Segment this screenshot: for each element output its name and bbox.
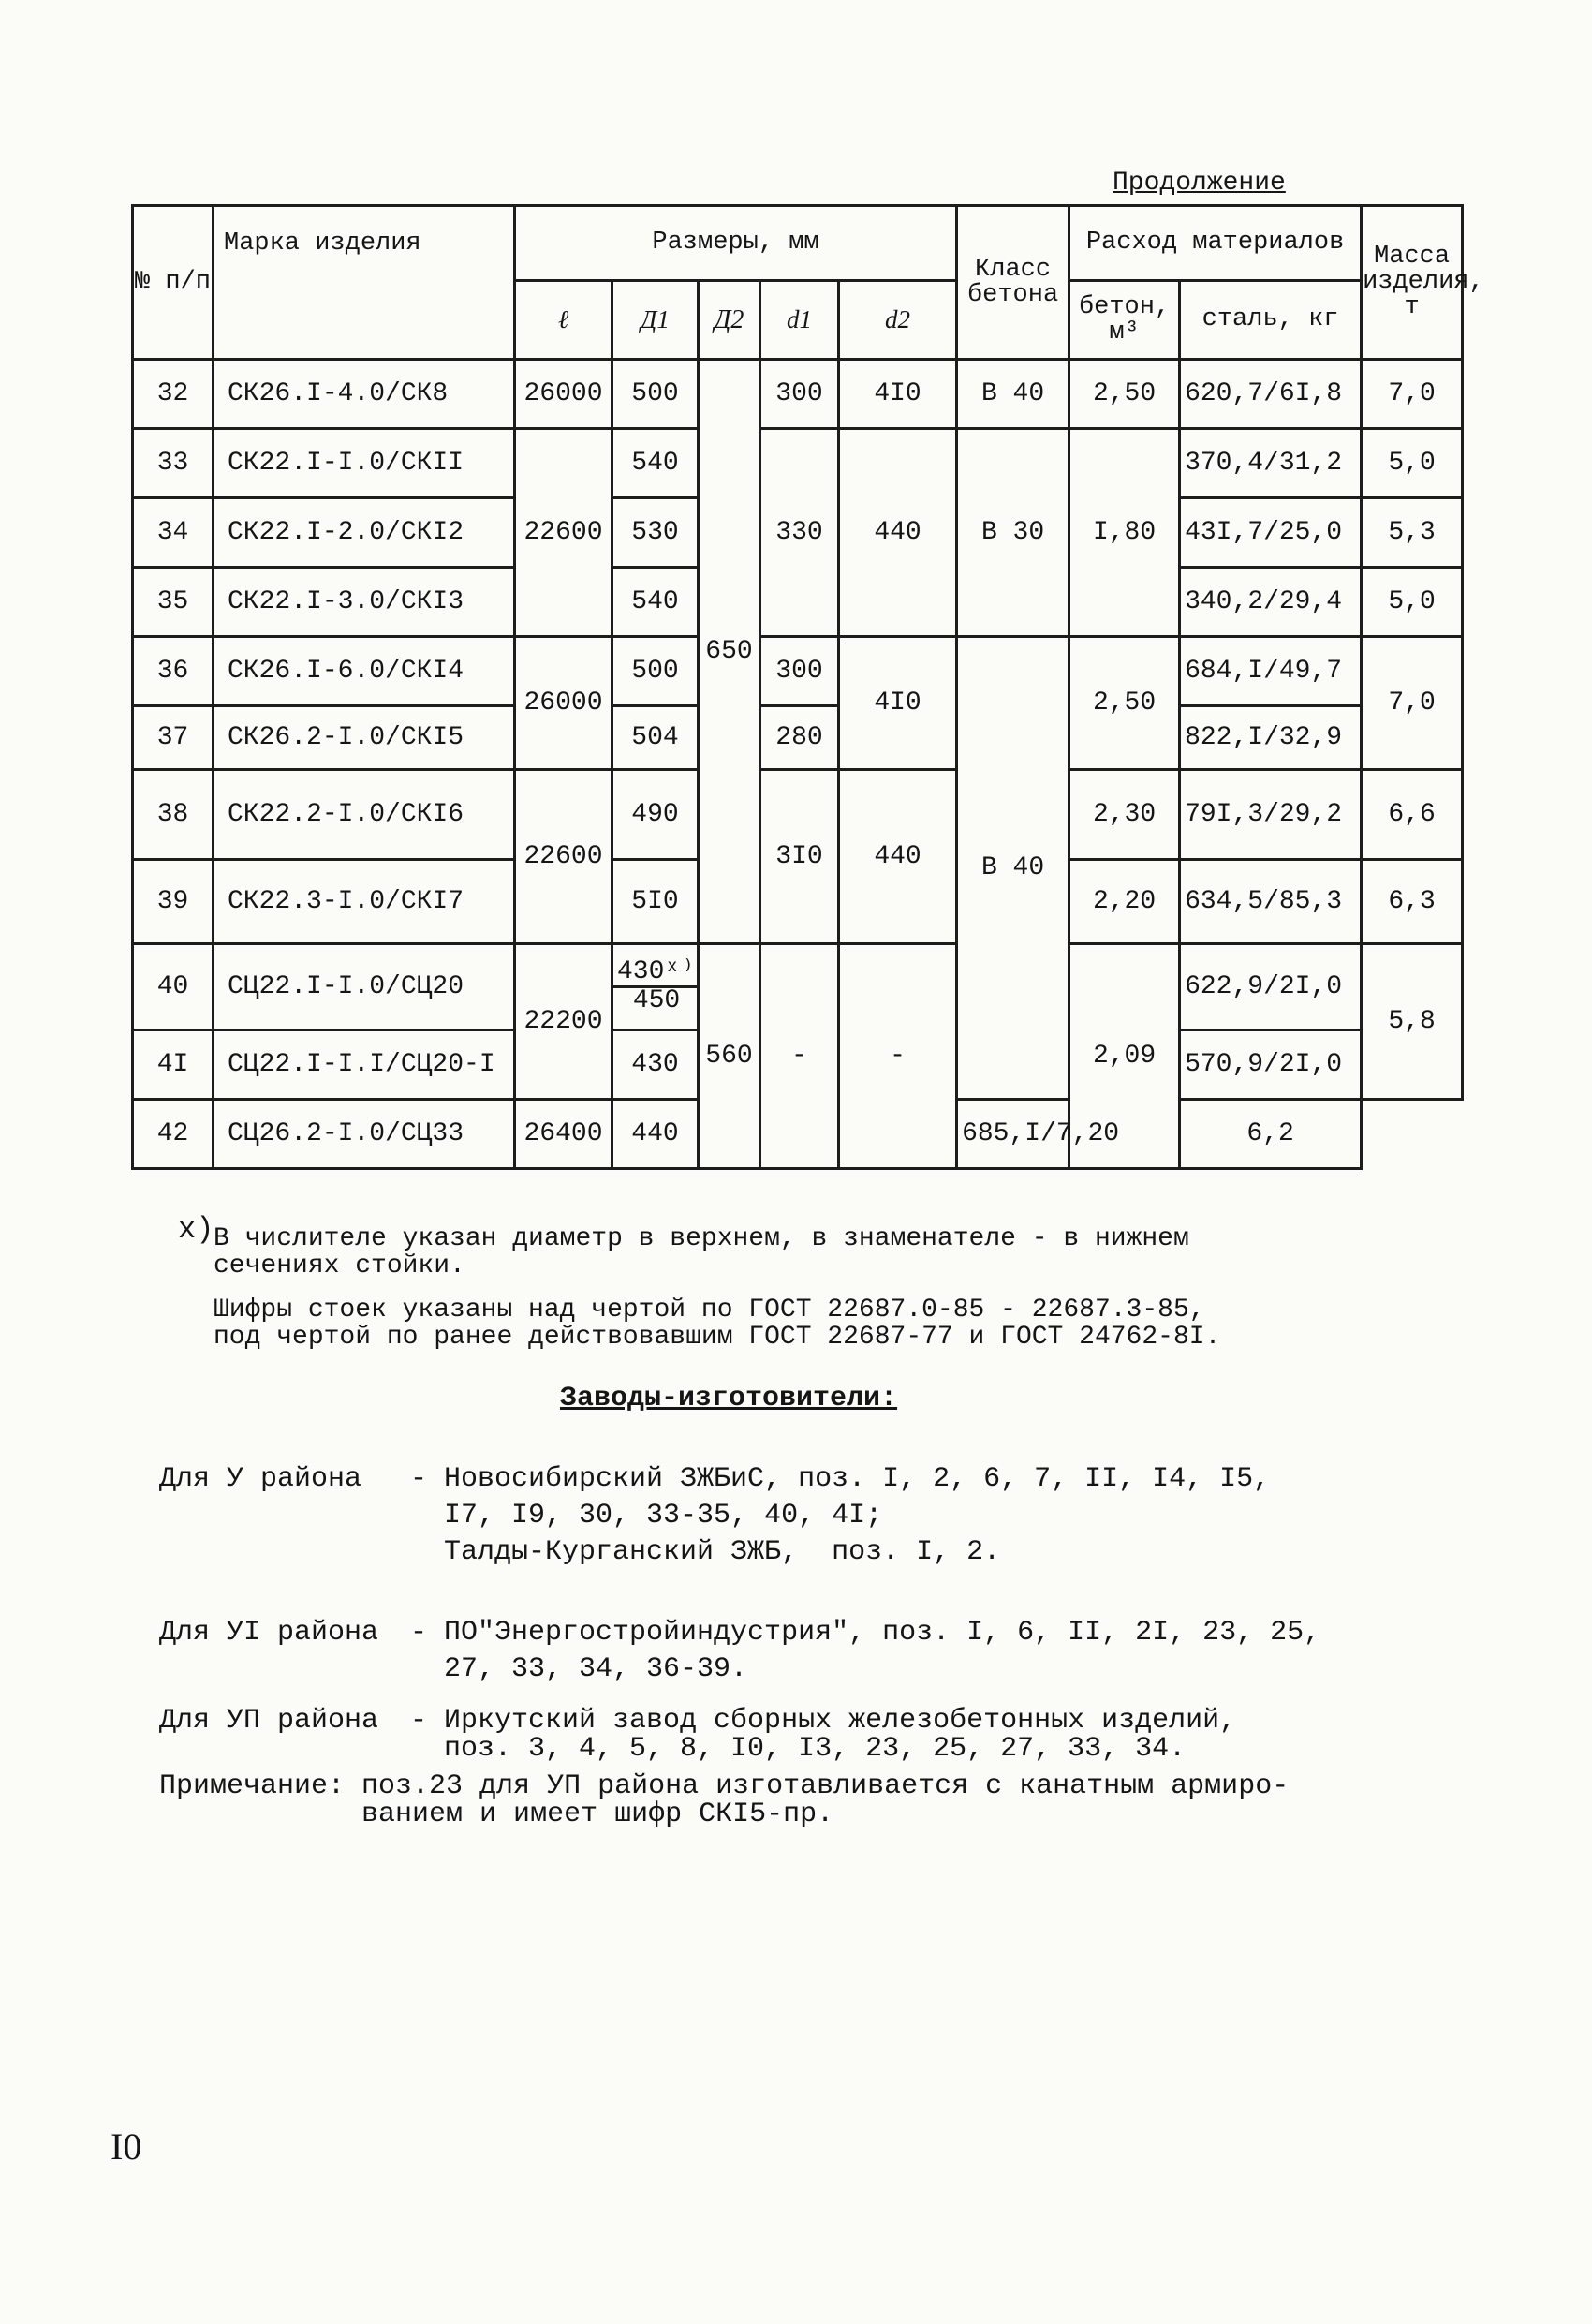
table-row: 40 СЦ22.I-I.0/СЦ20 22200 $\frac{\text{430ˣ⁾}}{450}$ 560 - - 2,09 622,9/2I,0 5,8 (133, 944, 1463, 1030)
header-mass: Масса изделия, т (1362, 206, 1463, 360)
plant-region-3: Для УП района (159, 1705, 379, 1737)
plant-region-2: Для УI района (159, 1617, 379, 1649)
table-row: 36 СК26.I-6.0/СКI4 26000 500 300 4I0 В 40 2,50 684,I/49,7 7,0 (133, 637, 1463, 706)
table-row: 39 СК22.3-I.0/СКI7 5I0 2,20 634,5/85,3 6,3 (133, 860, 1463, 944)
plant-list-2: - ПО"Энергостройиндустрия", поз. I, 6, II, 2I, 23, 25, 27, 33, 34, 36-39. (410, 1617, 1321, 1685)
header-num: № п/п (133, 206, 214, 360)
header-class: Класс бетона (957, 206, 1069, 360)
D1-fraction: $\frac{\text{430ˣ⁾}}{450}$ (612, 944, 699, 1030)
header-sizes: Размеры, мм (515, 206, 957, 281)
plants-title: Заводы-изготовители: (560, 1383, 898, 1414)
products-table (131, 204, 1484, 1170)
table-row: 42 СЦ26.2-I.0/СЦ33 26400 440 685,I/7,20 6,2 (133, 1100, 1463, 1169)
table-row: 33 СК22.I-I.0/СКII 22600 540 330 440 В 30 I,80 370,4/31,2 5,0 (133, 429, 1463, 498)
D2-common-cell: 650 (699, 360, 760, 944)
plant-region-1: Для У района (159, 1463, 362, 1495)
header-materials: Расход материалов (1069, 206, 1362, 281)
ciphers-note: Шифры стоек указаны над чертой по ГОСТ 22687.0-85 - 22687.3-85, под чертой по ранее действовавшим ГОСТ 22687-77 и ГОСТ 24762-8I. (214, 1295, 1221, 1353)
header-d1: d1 (760, 281, 839, 360)
table-row: 32 СК26.I-4.0/СК8 26000 500 650 300 4I0 В 40 2,50 620,7/6I,8 7,0 (133, 360, 1463, 429)
header-D2: Д2 (699, 281, 760, 360)
header-d2: d2 (839, 281, 957, 360)
footnote-mark: х) (178, 1212, 214, 1247)
header-l: ℓ (515, 281, 612, 360)
remark-note: Примечание: поз.23 для УП района изготавливается с канатным армиро- ванием и имеет шифр СКI5-пр. (159, 1770, 1290, 1830)
page-number: I0 (111, 2125, 142, 2168)
header-D1: Д1 (612, 281, 699, 360)
header-beton: бетон, м³ (1069, 281, 1180, 360)
table-row: 38 СК22.2-I.0/СКI6 22600 490 3I0 440 2,30 79I,3/29,2 6,6 (133, 770, 1463, 860)
table-row: 35 СК22.I-3.0/СКI3 540 340,2/29,4 5,0 (133, 568, 1463, 637)
footnote-text: В числителе указан диаметр в верхнем, в знаменателе - в нижнем сечениях стойки. (214, 1224, 1189, 1281)
table-row: 34 СК22.I-2.0/СКI2 530 43I,7/25,0 5,3 (133, 498, 1463, 568)
continuation-label: Продолжение (1113, 169, 1286, 198)
plant-list-1: - Новосибирский ЗЖБиС, поз. I, 2, 6, 7, II, I4, I5, I7, I9, 30, 33-35, 40, 4I; Талды-Курганский ЗЖБ, поз. I, 2. (410, 1463, 1271, 1568)
plant-list-3: - Иркутский завод сборных железобетонных изделий, поз. 3, 4, 5, 8, I0, I3, 23, 25, 27, 33, 34. (410, 1705, 1237, 1765)
table-row: 4I СЦ22.I-I.I/СЦ20-I 430 570,9/2I,0 (133, 1030, 1463, 1100)
table-row: 37 СК26.2-I.0/СКI5 504 280 822,I/32,9 (133, 706, 1463, 770)
header-mark: Марка изделия (214, 206, 515, 360)
header-steel: сталь, кг (1180, 281, 1362, 360)
